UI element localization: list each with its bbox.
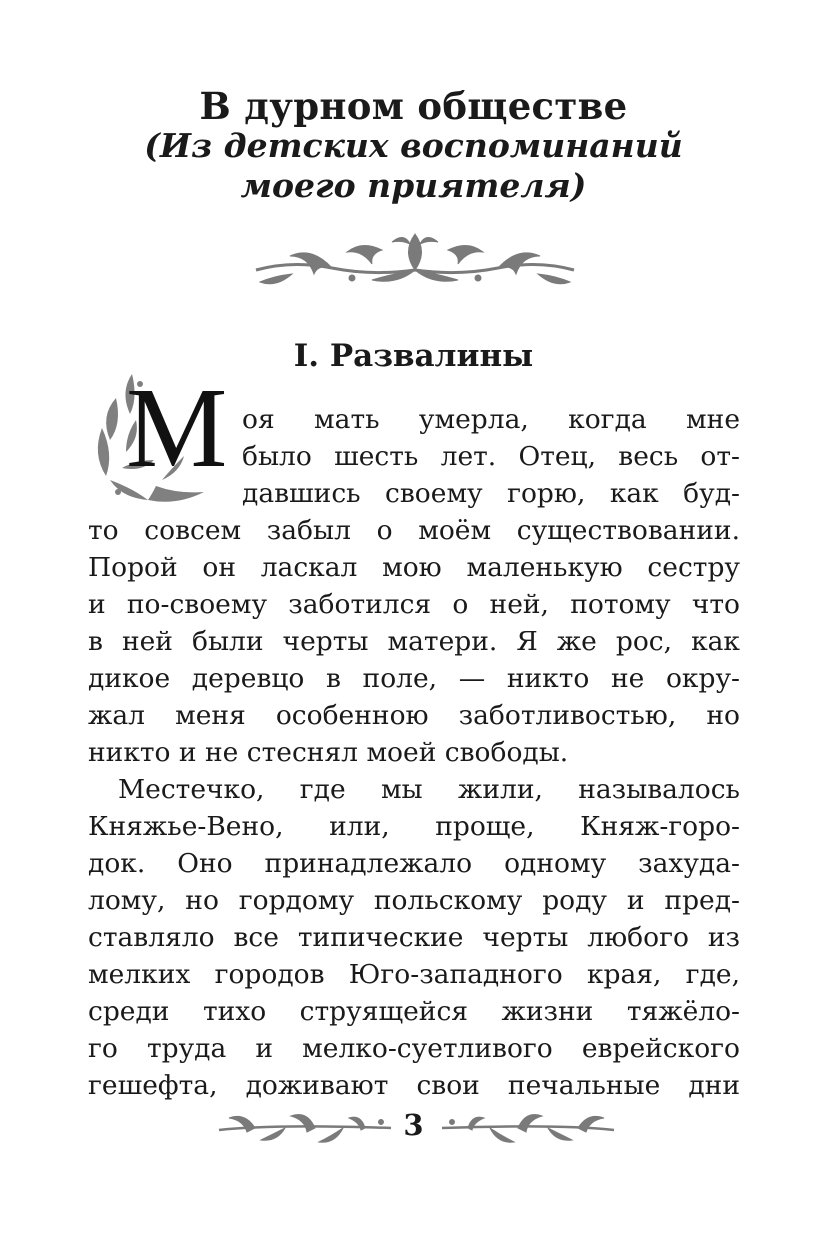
story-subtitle-line-2: моего приятеля)	[240, 166, 587, 205]
text-line: гешефта, доживают свои печальные дни	[88, 1070, 740, 1101]
text-line: ставляло все типические черты любого из	[88, 922, 740, 953]
text-line: и по-своему заботился о ней, потому что	[88, 589, 740, 620]
chapter-heading: I. Развалины	[293, 338, 534, 374]
text-line: Местечко, где мы жили, называлось	[118, 774, 740, 805]
text-line: давшись своему горю, как буд-	[242, 478, 740, 509]
text-line: оя мать умерла, когда мне	[242, 404, 740, 435]
text-line: го труда и мелко-суетливого еврейского	[88, 1033, 740, 1064]
page-number: 3	[403, 1108, 424, 1142]
text-line: в ней были черты матери. Я же рос, как	[88, 626, 740, 657]
footer-flourish-right-icon	[440, 1106, 618, 1150]
text-line: было шесть лет. Отец, весь от-	[242, 441, 740, 472]
text-line: Порой он ласкал мою маленькую сестру	[88, 552, 740, 583]
text-line: дикое деревцо в поле, — никто не окру-	[88, 663, 740, 694]
decorative-flourish-icon	[252, 230, 578, 294]
drop-cap-letter: М	[126, 364, 228, 491]
text-line: лому, но гордому польскому роду и пред-	[88, 885, 740, 916]
text-line: никто и не стеснял моей свободы.	[88, 737, 569, 768]
text-line: среди тихо струящейся жизни тяжёло-	[88, 996, 740, 1027]
text-line: то совсем забыл о моём существовании.	[88, 515, 740, 546]
text-line: жал меня особенною заботливостью, но	[88, 700, 740, 731]
text-line: док. Оно принадлежало одному захуда-	[88, 848, 740, 879]
text-line: мелких городов Юго-западного края, где,	[88, 959, 740, 990]
story-subtitle-line-1: (Из детских воспоминаний	[144, 126, 683, 165]
story-title: В дурном обществе	[199, 84, 628, 128]
text-line: Княжье-Вено, или, проще, Княж-горо-	[88, 811, 740, 842]
